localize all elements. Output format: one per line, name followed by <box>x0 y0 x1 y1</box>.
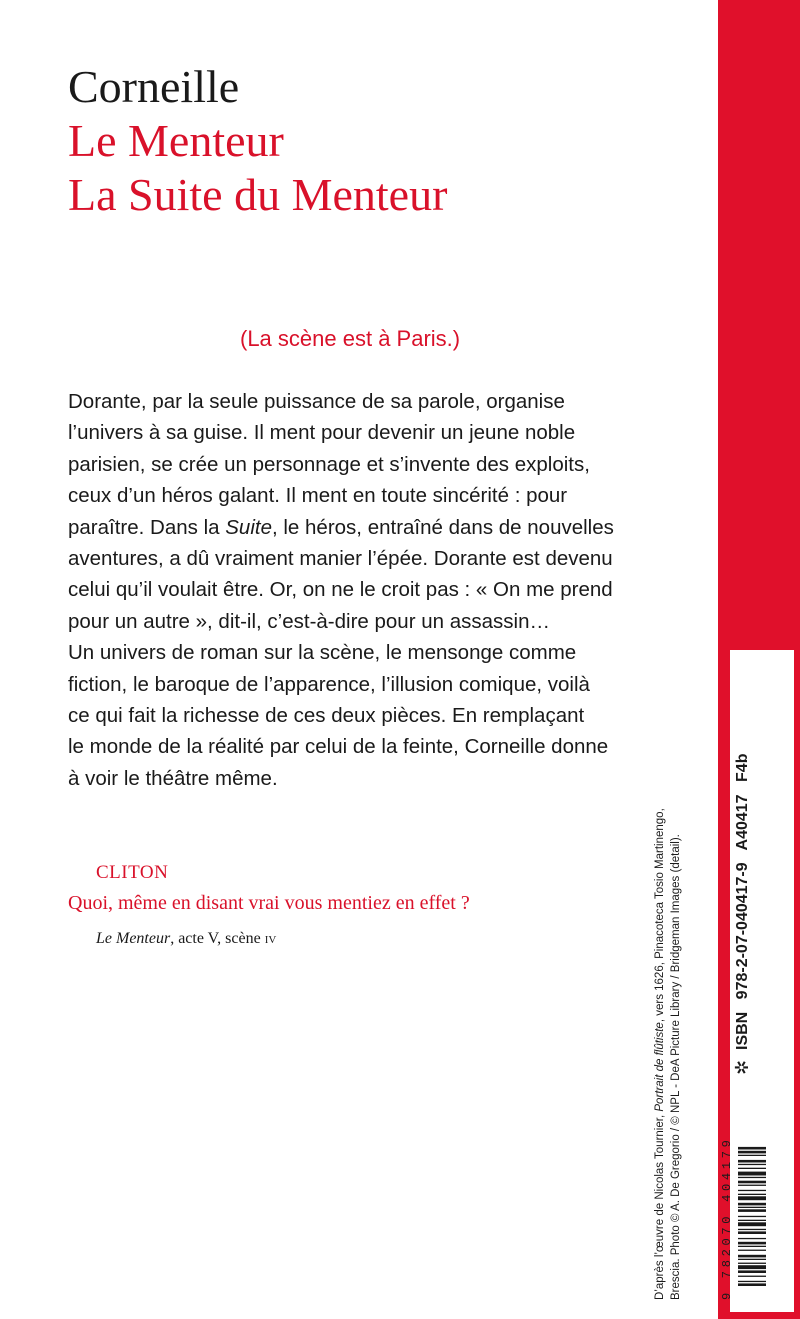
credit-line-2: Brescia. Photo © A. De Gregorio / © NPL - DeA Picture Library / Bridgeman Images (detail). <box>670 834 682 1300</box>
barcode-block <box>720 660 775 1300</box>
barcode-bar <box>738 1216 766 1217</box>
isbn-number: ISBN 978-2-07-040417-9 <box>734 862 751 1050</box>
isbn-line <box>734 754 752 1050</box>
blurb-line: ceux d’un héros galant. Il ment en toute sincérité : pour <box>68 484 568 508</box>
barcode-bar <box>738 1172 766 1176</box>
barcode-bar <box>738 1255 766 1258</box>
blurb-line: pour un autre », dit-il, c’est-à-dire pour un assassin… <box>68 609 550 633</box>
barcode-digits: 9 782070 404179 <box>720 1136 734 1300</box>
credit-artwork-title: Portrait de flûtiste <box>654 1022 666 1112</box>
blurb-line: l’univers à sa guise. Il ment pour devenir un jeune noble <box>68 421 576 445</box>
quote-source-scene: IV <box>264 934 277 946</box>
quote-source <box>96 930 276 948</box>
blurb-line: Dorante, par la seule puissance de sa parole, organise <box>68 390 565 413</box>
blurb-fragment: paraître. Dans la <box>68 515 226 539</box>
barcode-bar <box>738 1196 766 1200</box>
barcode-bar <box>738 1185 766 1186</box>
barcode-bar <box>738 1250 766 1251</box>
credit-line-1 <box>652 690 668 1300</box>
barcode-bar <box>738 1151 766 1154</box>
blurb-line <box>68 512 668 543</box>
price-code: F4b <box>734 753 751 782</box>
title-block <box>68 60 447 222</box>
blurb-line: Un univers de roman sur la scène, le mensonge comme <box>68 641 577 665</box>
recycle-symbol-icon: ✲ <box>732 1059 752 1075</box>
blurb-line: aventures, a dû vraiment manier l’épée. Dorante est devenu <box>68 547 613 571</box>
barcode-bar <box>738 1203 766 1206</box>
colophon-zone <box>652 690 718 1300</box>
barcode-zone <box>720 660 775 1300</box>
blurb-line: celui qu’il voulait être. Or, on ne le croit pas : « On me prend <box>68 578 613 602</box>
barcode-bar <box>738 1220 766 1221</box>
product-code: A40417 <box>734 794 751 851</box>
barcode-bar <box>738 1190 766 1191</box>
image-credits <box>652 690 718 1300</box>
blurb-line: le monde de la réalité par celui de la feinte, Corneille donne <box>68 735 609 759</box>
credit-fragment: D’après l’œuvre de Nicolas Tournier, <box>654 1111 666 1300</box>
barcode-bar <box>738 1242 766 1245</box>
barcode-bar <box>738 1281 766 1282</box>
quote-source-act: , acte V, scène <box>170 930 265 947</box>
barcode-bar <box>738 1155 766 1156</box>
barcode-bar <box>738 1231 766 1234</box>
quote-text: Quoi, même en disant vrai vous mentiez en effet ? <box>68 892 470 914</box>
blurb-line: parisien, se crée un personnage et s’invente des exploits, <box>68 452 590 476</box>
title-le-menteur: Le Menteur <box>68 115 284 166</box>
barcode-bar <box>738 1283 766 1286</box>
author-name: Corneille <box>68 61 240 112</box>
scene-note: (La scène est à Paris.) <box>240 326 461 351</box>
blurb-line: ce qui fait la richesse de ces deux pièces. En remplaçant <box>68 704 585 728</box>
barcode-bar <box>738 1147 766 1150</box>
barcode-bar <box>738 1265 766 1269</box>
barcode-bar <box>738 1194 766 1195</box>
barcode-bar <box>738 1160 766 1163</box>
barcode-bar <box>738 1168 766 1169</box>
credit-fragment: , vers 1626, Pinacoteca Tosio Martinengo, <box>654 808 666 1023</box>
blurb-fragment: , le héros, entraîné dans de nouvelles <box>271 515 614 539</box>
blurb-italic-suite: Suite <box>225 515 272 539</box>
quote-source-work: Le Menteur <box>96 930 171 947</box>
barcode-bar <box>738 1181 766 1184</box>
barcode-bar <box>738 1222 766 1226</box>
barcode-bar <box>738 1263 766 1264</box>
barcode-bars <box>738 1086 766 1286</box>
barcode-bar <box>738 1164 766 1165</box>
quote-speaker: CLITON <box>96 862 169 883</box>
barcode-bar <box>738 1209 766 1212</box>
title-la-suite-du-menteur: La Suite du Menteur <box>68 169 448 220</box>
blurb-line: à voir le théâtre même. <box>68 766 278 790</box>
barcode-bar <box>738 1276 766 1277</box>
barcode-bar <box>738 1238 766 1239</box>
barcode-bar <box>738 1270 766 1273</box>
blurb-text <box>68 386 668 794</box>
barcode-bar <box>738 1207 766 1208</box>
barcode-bar <box>738 1177 766 1178</box>
barcode-bar <box>738 1246 766 1247</box>
blurb-line: fiction, le baroque de l’apparence, l’illusion comique, voilà <box>68 672 590 696</box>
barcode-bar <box>738 1259 766 1260</box>
barcode-bar <box>738 1229 766 1230</box>
